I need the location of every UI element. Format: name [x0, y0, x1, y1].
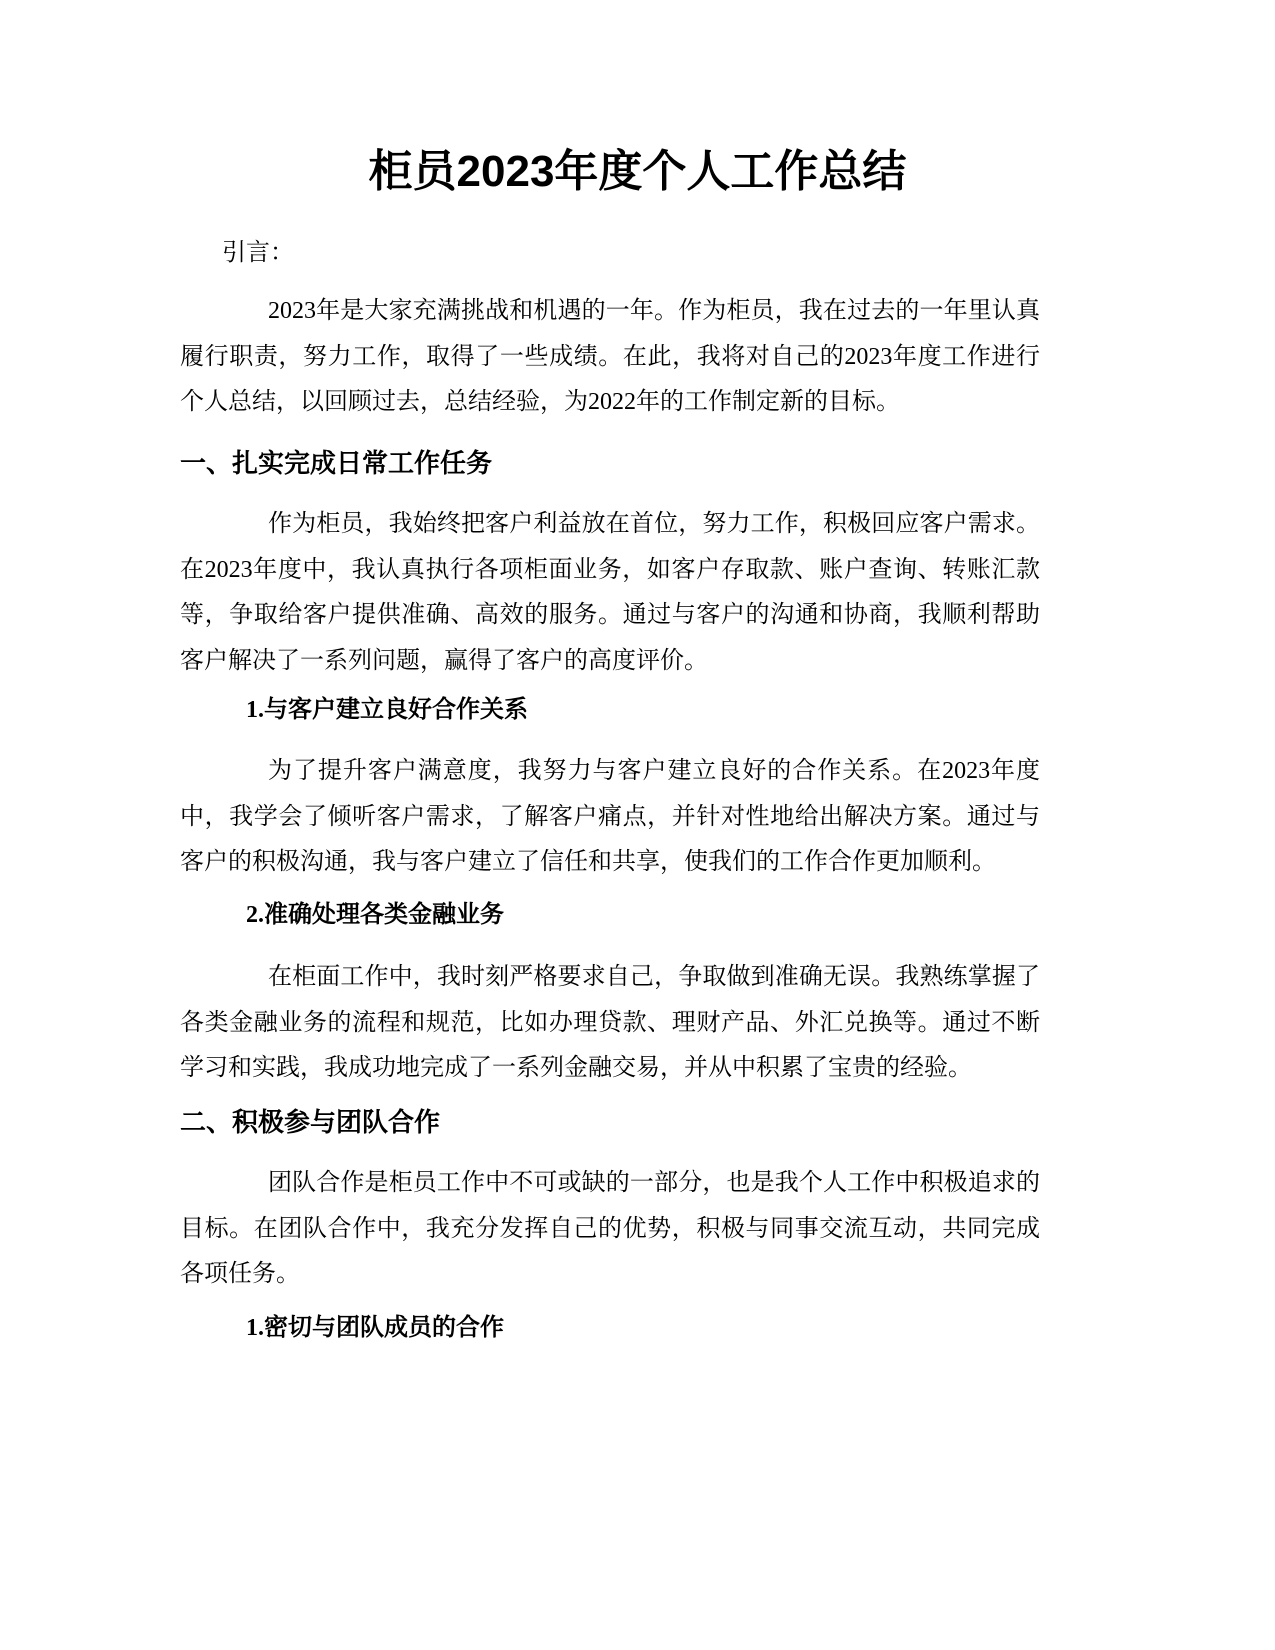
section-1-subsection-2-paragraph: 在柜面工作中，我时刻严格要求自己，争取做到准确无误。我熟练掌握了各类金融业务的流程和规范，比如办理贷款、理财产品、外汇兑换等。通过不断学习和实践，我成功地完成了一系列金融交易，并从中积累了宝贵的经验。: [180, 964, 1040, 1081]
section-1-subheading-1: 1.与客户建立良好合作关系: [246, 697, 528, 723]
section-2-heading: 二、积极参与团队合作: [180, 1107, 441, 1137]
section-2-subheading-1: 1.密切与团队成员的合作: [246, 1315, 504, 1341]
section-1-paragraph: 作为柜员，我始终把客户利益放在首位，努力工作，积极回应客户需求。在2023年度中，我认真执行各项柜面业务，如客户存取款、账户查询、转账汇款等，争取给客户提供准确、高效的服务。通过与客户的沟通和协商，我顺利帮助客户解决了一系列问题，赢得了客户的高度评价。: [180, 511, 1040, 674]
document-title: 柜员2023年度个人工作总结: [368, 147, 907, 196]
section-1-subsection-1-paragraph: 为了提升客户满意度，我努力与客户建立良好的合作关系。在2023年度中，我学会了倾听客户需求，了解客户痛点，并针对性地给出解决方案。通过与客户的积极沟通，我与客户建立了信任和共享，使我们的工作合作更加顺利。: [180, 758, 1040, 875]
section-2-paragraph: 团队合作是柜员工作中不可或缺的一部分，也是我个人工作中积极追求的目标。在团队合作中，我充分发挥自己的优势，积极与同事交流互动，共同完成各项任务。: [180, 1170, 1040, 1287]
section-1-heading: 一、扎实完成日常工作任务: [180, 448, 493, 478]
section-1-subheading-2: 2.准确处理各类金融业务: [246, 902, 504, 928]
intro-paragraph: 2023年是大家充满挑战和机遇的一年。作为柜员，我在过去的一年里认真履行职责，努力工作，取得了一些成绩。在此，我将对自己的2023年度工作进行个人总结，以回顾过去，总结经验，为2022年的工作制定新的目标。: [180, 298, 1040, 415]
intro-label: 引言：: [222, 240, 294, 266]
